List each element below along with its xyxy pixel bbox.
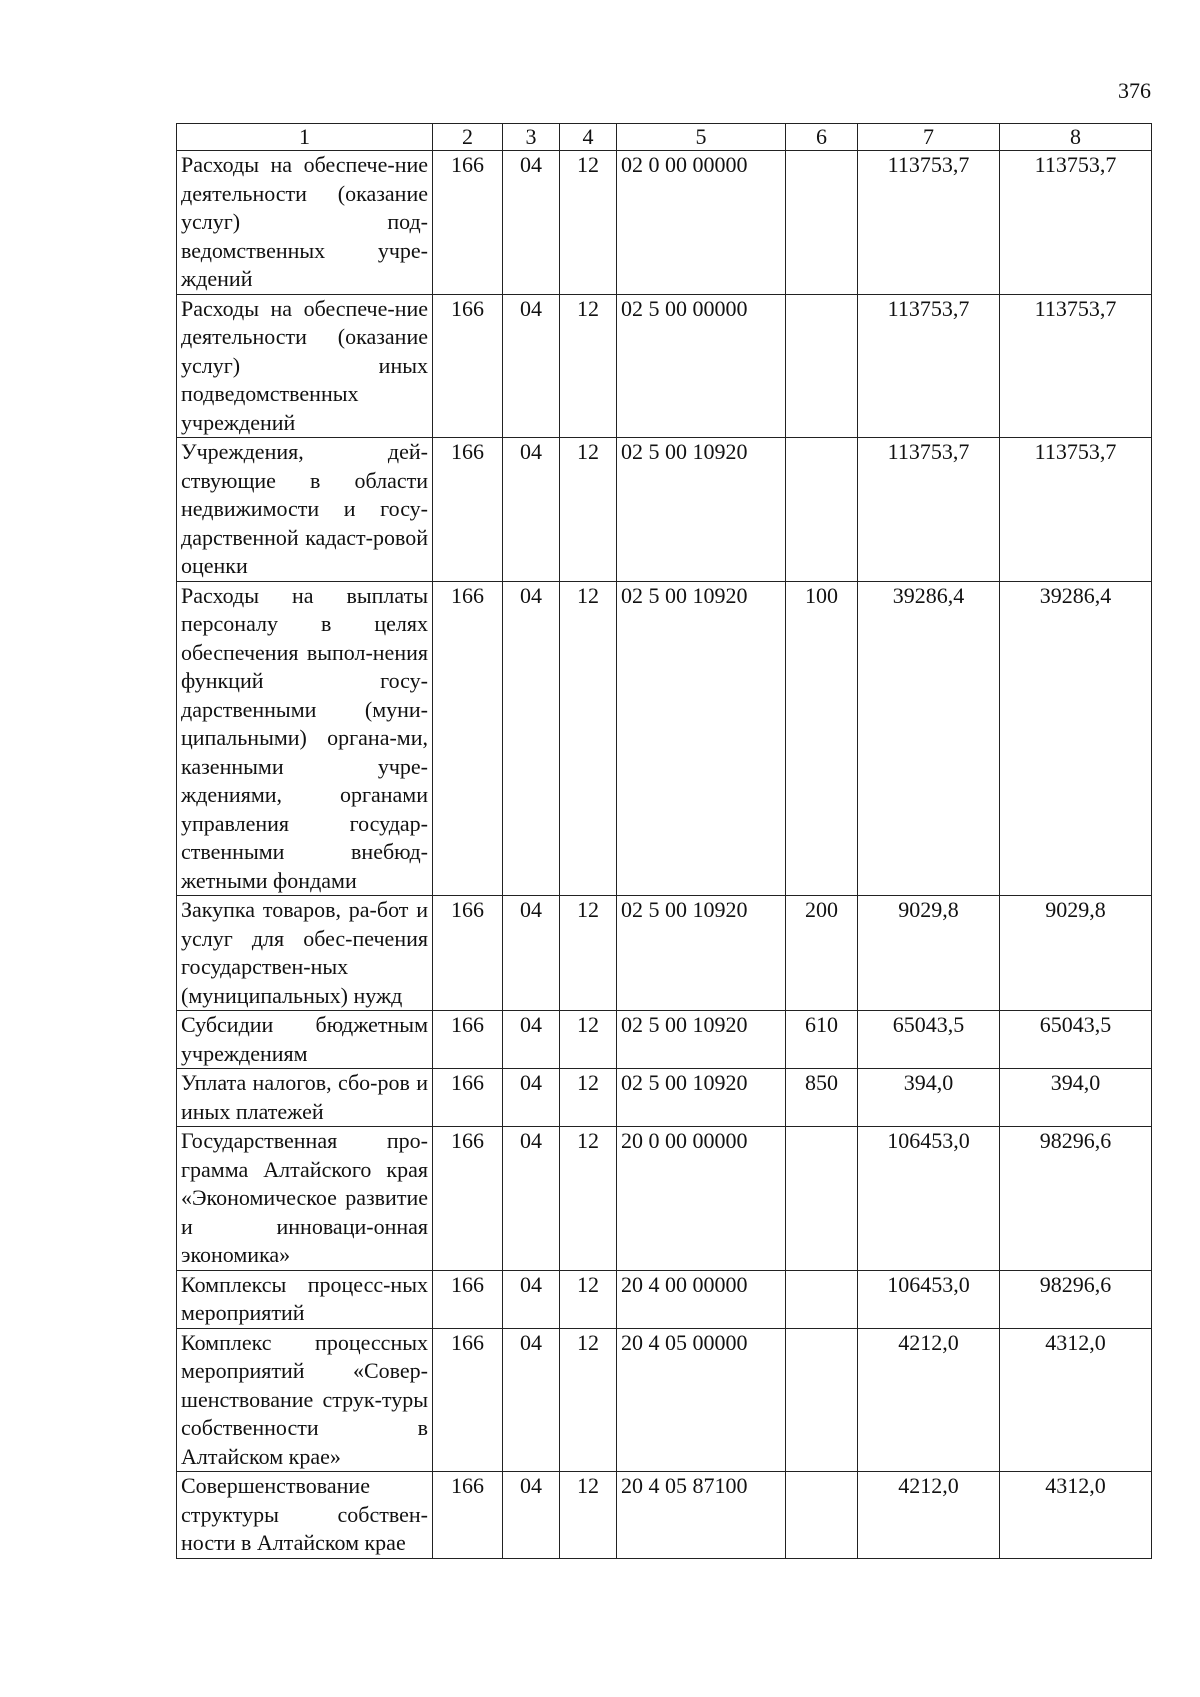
cell-section: 04 xyxy=(503,438,560,582)
cell-section: 04 xyxy=(503,581,560,896)
cell-name: Учреждения, дей-ствующие в области недвижимости и госу-дарственной кадаст-ровой оценки xyxy=(177,438,433,582)
cell-amount-year-2: 4312,0 xyxy=(1000,1472,1152,1559)
cell-expense-type xyxy=(786,294,858,438)
cell-expense-type xyxy=(786,1270,858,1328)
cell-section: 04 xyxy=(503,1011,560,1069)
table-row xyxy=(177,294,1152,438)
table-row xyxy=(177,438,1152,582)
cell-amount-year-1: 113753,7 xyxy=(858,438,1000,582)
column-header-5: 5 xyxy=(617,124,786,151)
cell-admin-code: 166 xyxy=(433,1011,503,1069)
column-header-3: 3 xyxy=(503,124,560,151)
cell-admin-code: 166 xyxy=(433,294,503,438)
cell-name: Расходы на обеспече-ние деятельности (оказание услуг) иных подведомственных учреждений xyxy=(177,294,433,438)
column-header-2: 2 xyxy=(433,124,503,151)
cell-admin-code: 166 xyxy=(433,581,503,896)
cell-section: 04 xyxy=(503,294,560,438)
cell-amount-year-2: 394,0 xyxy=(1000,1069,1152,1127)
cell-amount-year-2: 98296,6 xyxy=(1000,1127,1152,1271)
cell-expense-type: 100 xyxy=(786,581,858,896)
page-number: 376 xyxy=(1118,78,1151,103)
cell-section: 04 xyxy=(503,1328,560,1472)
column-header-1: 1 xyxy=(177,124,433,151)
cell-target-article: 02 5 00 00000 xyxy=(617,294,786,438)
cell-admin-code: 166 xyxy=(433,438,503,582)
cell-expense-type xyxy=(786,1127,858,1271)
cell-subsection: 12 xyxy=(560,1328,617,1472)
cell-name: Закупка товаров, ра-бот и услуг для обес-печения государствен-ных (муниципальных) нужд xyxy=(177,896,433,1011)
cell-amount-year-1: 113753,7 xyxy=(858,294,1000,438)
cell-amount-year-1: 113753,7 xyxy=(858,151,1000,295)
cell-amount-year-2: 4312,0 xyxy=(1000,1328,1152,1472)
table-row xyxy=(177,1328,1152,1472)
cell-name: Комплексы процесс-ных мероприятий xyxy=(177,1270,433,1328)
column-header-7: 7 xyxy=(858,124,1000,151)
cell-subsection: 12 xyxy=(560,1011,617,1069)
column-header-6: 6 xyxy=(786,124,858,151)
cell-amount-year-2: 65043,5 xyxy=(1000,1011,1152,1069)
cell-subsection: 12 xyxy=(560,1472,617,1559)
cell-expense-type xyxy=(786,1472,858,1559)
cell-subsection: 12 xyxy=(560,1270,617,1328)
cell-target-article: 02 5 00 10920 xyxy=(617,1069,786,1127)
table-row xyxy=(177,1472,1152,1559)
cell-name: Расходы на обеспече-ние деятельности (оказание услуг) под-ведомственных учре-ждений xyxy=(177,151,433,295)
cell-amount-year-2: 98296,6 xyxy=(1000,1270,1152,1328)
cell-admin-code: 166 xyxy=(433,151,503,295)
cell-name: Комплекс процессных мероприятий «Совер-шенствование струк-туры собственности в Алтайском крае» xyxy=(177,1328,433,1472)
cell-target-article: 02 0 00 00000 xyxy=(617,151,786,295)
column-header-8: 8 xyxy=(1000,124,1152,151)
table-row xyxy=(177,1011,1152,1069)
cell-name: Уплата налогов, сбо-ров и иных платежей xyxy=(177,1069,433,1127)
cell-amount-year-2: 9029,8 xyxy=(1000,896,1152,1011)
cell-section: 04 xyxy=(503,896,560,1011)
cell-admin-code: 166 xyxy=(433,1127,503,1271)
table-row xyxy=(177,1127,1152,1271)
cell-section: 04 xyxy=(503,1069,560,1127)
cell-admin-code: 166 xyxy=(433,1472,503,1559)
cell-target-article: 20 4 05 00000 xyxy=(617,1328,786,1472)
cell-amount-year-1: 39286,4 xyxy=(858,581,1000,896)
column-header-4: 4 xyxy=(560,124,617,151)
cell-amount-year-1: 4212,0 xyxy=(858,1328,1000,1472)
cell-subsection: 12 xyxy=(560,1127,617,1271)
cell-subsection: 12 xyxy=(560,896,617,1011)
cell-target-article: 02 5 00 10920 xyxy=(617,438,786,582)
cell-admin-code: 166 xyxy=(433,1069,503,1127)
cell-section: 04 xyxy=(503,151,560,295)
cell-expense-type xyxy=(786,151,858,295)
cell-section: 04 xyxy=(503,1270,560,1328)
cell-name: Субсидии бюджетным учреждениям xyxy=(177,1011,433,1069)
cell-amount-year-1: 106453,0 xyxy=(858,1270,1000,1328)
cell-amount-year-1: 9029,8 xyxy=(858,896,1000,1011)
cell-subsection: 12 xyxy=(560,438,617,582)
cell-subsection: 12 xyxy=(560,1069,617,1127)
cell-name: Совершенствование структуры собствен-ности в Алтайском крае xyxy=(177,1472,433,1559)
cell-target-article: 02 5 00 10920 xyxy=(617,896,786,1011)
header-row xyxy=(177,124,1152,151)
cell-admin-code: 166 xyxy=(433,896,503,1011)
table-row xyxy=(177,151,1152,295)
cell-expense-type xyxy=(786,438,858,582)
cell-name: Государственная про-грамма Алтайского края «Экономическое развитие и инноваци-онная экономика» xyxy=(177,1127,433,1271)
cell-amount-year-1: 106453,0 xyxy=(858,1127,1000,1271)
cell-admin-code: 166 xyxy=(433,1328,503,1472)
table-row xyxy=(177,896,1152,1011)
cell-section: 04 xyxy=(503,1127,560,1271)
cell-amount-year-2: 113753,7 xyxy=(1000,294,1152,438)
cell-target-article: 20 0 00 00000 xyxy=(617,1127,786,1271)
cell-amount-year-2: 113753,7 xyxy=(1000,438,1152,582)
table-row xyxy=(177,581,1152,896)
cell-amount-year-1: 394,0 xyxy=(858,1069,1000,1127)
table-row xyxy=(177,1069,1152,1127)
cell-expense-type: 200 xyxy=(786,896,858,1011)
cell-target-article: 02 5 00 10920 xyxy=(617,581,786,896)
cell-name: Расходы на выплаты персоналу в целях обеспечения выпол-нения функций госу-дарственными (муни-ципальными) органа-ми, казенными учре-ждениями, органами управления государ-ственными внебюд-жетными фондами xyxy=(177,581,433,896)
table-body xyxy=(177,151,1152,1559)
cell-target-article: 20 4 00 00000 xyxy=(617,1270,786,1328)
cell-subsection: 12 xyxy=(560,151,617,295)
cell-section: 04 xyxy=(503,1472,560,1559)
cell-amount-year-2: 39286,4 xyxy=(1000,581,1152,896)
cell-admin-code: 166 xyxy=(433,1270,503,1328)
cell-expense-type: 610 xyxy=(786,1011,858,1069)
cell-amount-year-1: 65043,5 xyxy=(858,1011,1000,1069)
cell-subsection: 12 xyxy=(560,294,617,438)
cell-amount-year-2: 113753,7 xyxy=(1000,151,1152,295)
cell-target-article: 02 5 00 10920 xyxy=(617,1011,786,1069)
budget-table xyxy=(176,123,1152,1559)
cell-expense-type xyxy=(786,1328,858,1472)
cell-amount-year-1: 4212,0 xyxy=(858,1472,1000,1559)
cell-target-article: 20 4 05 87100 xyxy=(617,1472,786,1559)
cell-expense-type: 850 xyxy=(786,1069,858,1127)
table-row xyxy=(177,1270,1152,1328)
cell-subsection: 12 xyxy=(560,581,617,896)
